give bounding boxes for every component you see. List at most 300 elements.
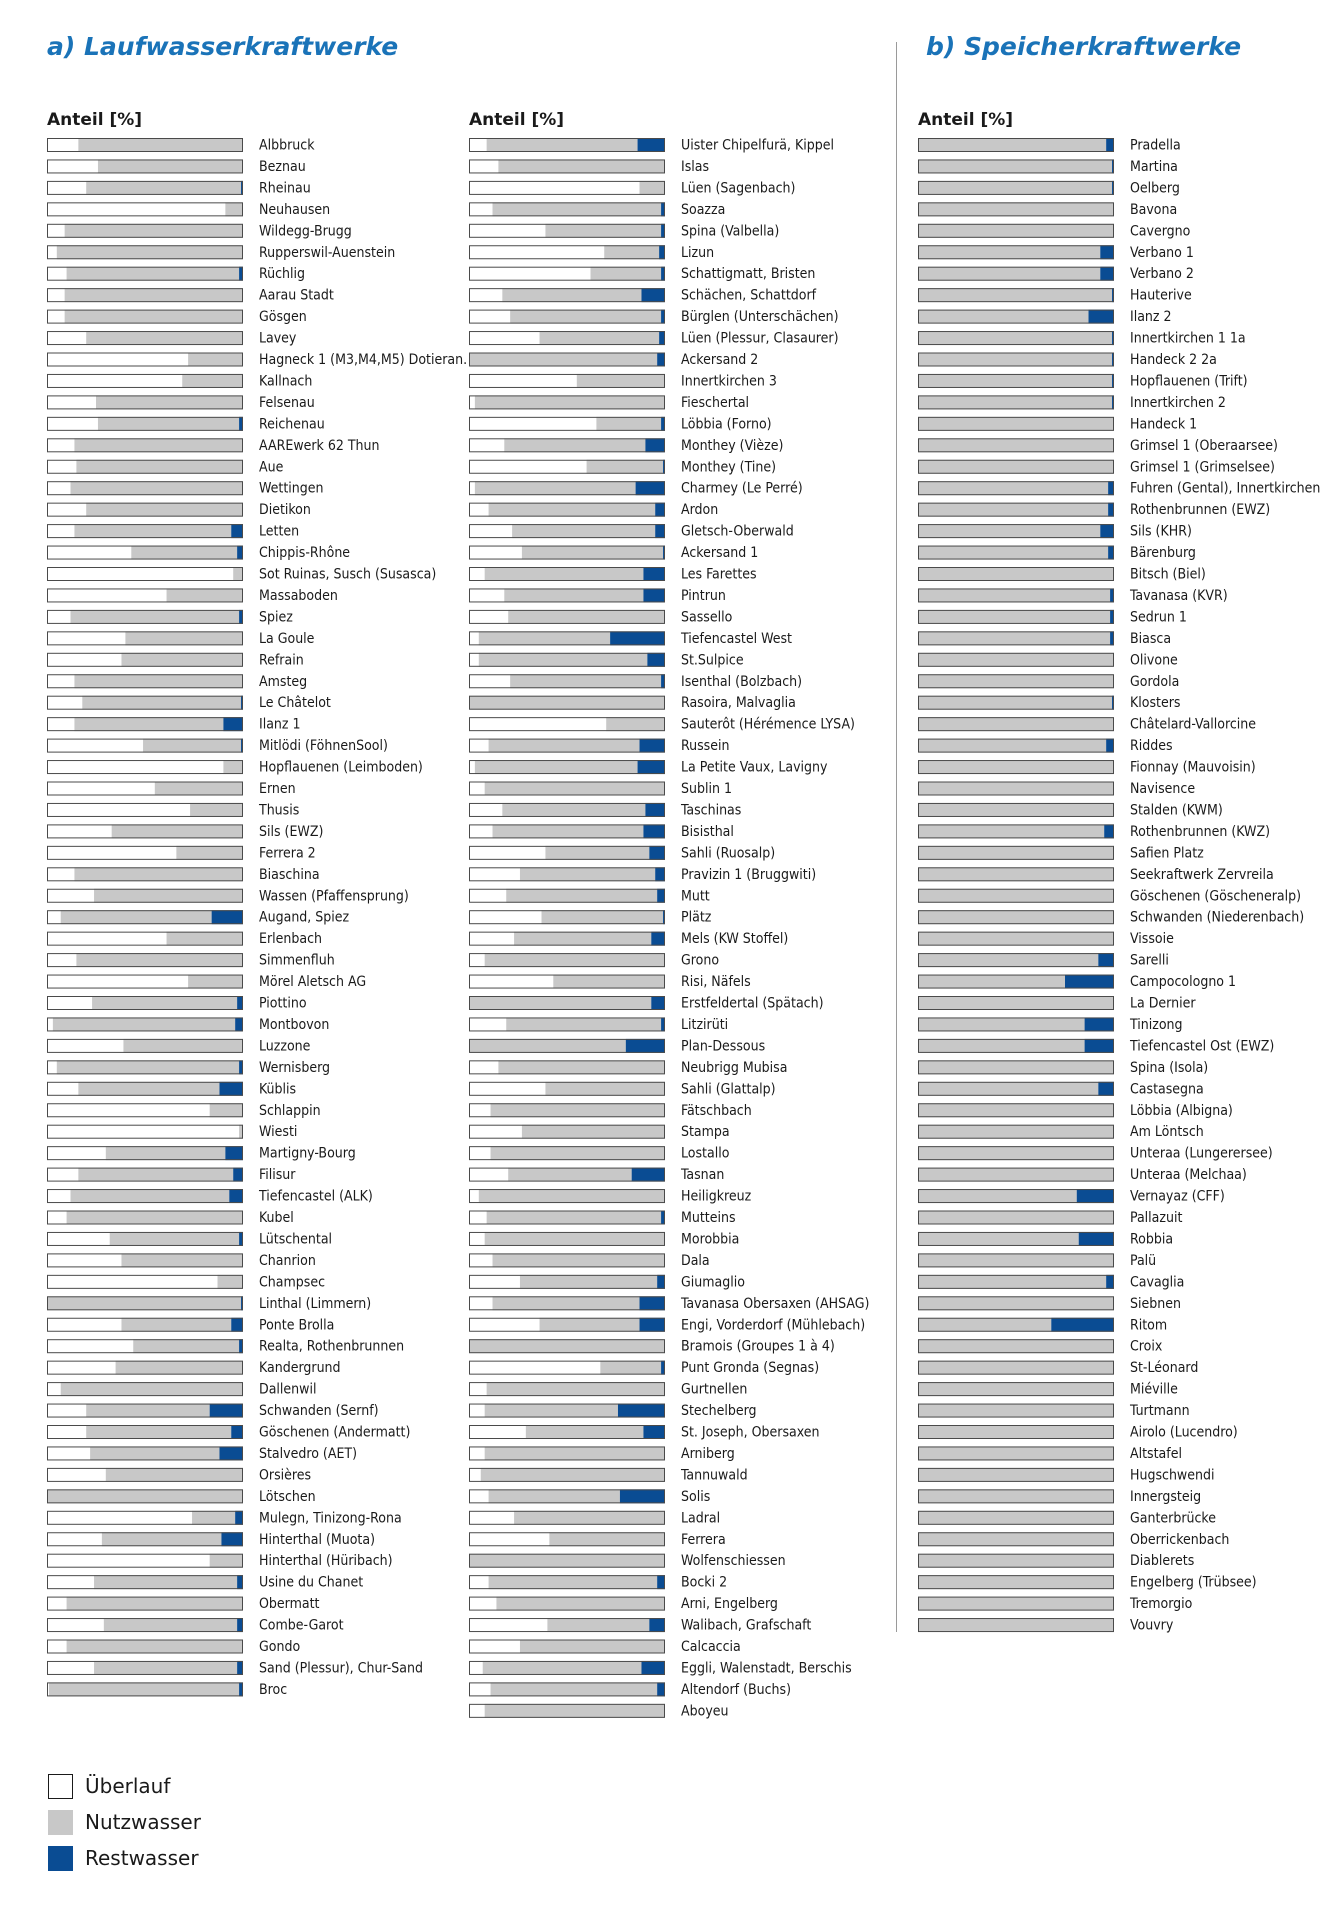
bar-label: Sahli (Ruosalp) xyxy=(681,845,776,862)
bar-segment-ueberlauf xyxy=(469,1489,489,1503)
bar-row-russein xyxy=(469,738,729,754)
bar-row-tiefencastel-ost-ewz xyxy=(918,1038,1274,1054)
bar-label: Spina (Isola) xyxy=(1130,1059,1209,1076)
bar-label: La Goule xyxy=(259,630,315,647)
bar-segment-nutzwasser xyxy=(210,1554,243,1568)
bar-segment-nutzwasser xyxy=(510,674,661,688)
bar-segment-restwasser xyxy=(1100,245,1114,259)
bar-segment-nutzwasser xyxy=(57,1060,239,1074)
bar-segment-restwasser xyxy=(618,1404,665,1418)
bar-row-spiez xyxy=(47,609,293,625)
bar-segment-ueberlauf xyxy=(469,181,640,195)
bar-row-dietikon xyxy=(47,502,311,518)
bar-segment-nutzwasser xyxy=(918,1318,1051,1332)
bar-label: Thusis xyxy=(259,802,300,819)
bar-segment-nutzwasser xyxy=(485,782,665,796)
bar-segment-nutzwasser xyxy=(167,932,243,946)
bar-row-amsteg xyxy=(47,674,307,690)
bar-row-barenburg xyxy=(918,545,1196,561)
bar-label: Linthal (Limmern) xyxy=(259,1295,372,1312)
bar-segment-nutzwasser xyxy=(65,224,243,238)
bar-segment-restwasser xyxy=(640,1296,665,1310)
bar-label: Oberrickenbach xyxy=(1130,1531,1230,1548)
bar-segment-nutzwasser xyxy=(587,460,663,474)
bar-row-realta-rothenbrunnen xyxy=(47,1339,404,1355)
bar-row-pradella xyxy=(918,138,1181,154)
bar-label: Ackersand 2 xyxy=(681,352,759,368)
bar-label: Sahli (Glattalp) xyxy=(681,1081,776,1098)
bar-segment-nutzwasser xyxy=(493,824,644,838)
bar-label: Verbano 1 xyxy=(1130,244,1194,261)
bar-row-le-chatelot xyxy=(47,695,331,711)
bar-segment-ueberlauf xyxy=(469,224,545,238)
bar-label: Aboyeu xyxy=(681,1703,729,1720)
bar-segment-nutzwasser xyxy=(475,760,638,774)
bar-label: Innertkirchen 3 xyxy=(681,373,777,390)
bar-label: Lizun xyxy=(681,244,715,261)
bar-segment-restwasser xyxy=(610,631,665,645)
bar-segment-restwasser xyxy=(1085,1017,1114,1031)
bar-segment-nutzwasser xyxy=(918,1275,1106,1289)
bar-segment-nutzwasser xyxy=(493,1296,640,1310)
bar-row-stalvedro-aet xyxy=(47,1446,357,1462)
bar-segment-nutzwasser xyxy=(918,824,1104,838)
bar-segment-ueberlauf xyxy=(469,524,512,538)
bar-segment-restwasser xyxy=(1106,1275,1114,1289)
bar-label: Sedrun 1 xyxy=(1130,609,1187,626)
bar-row-dala xyxy=(469,1253,710,1269)
bar-row-lutschental xyxy=(47,1231,332,1247)
bar-segment-ueberlauf xyxy=(47,1446,90,1460)
bar-label: Hinterthal (Hüribach) xyxy=(259,1553,393,1570)
title-speicherkraftwerke: b) Speicherkraftwerke xyxy=(926,32,1242,61)
bar-segment-ueberlauf xyxy=(469,503,489,517)
bar-segment-nutzwasser xyxy=(918,975,1065,989)
bar-segment-nutzwasser xyxy=(218,1275,243,1289)
bar-segment-nutzwasser xyxy=(106,1468,243,1482)
bar-label: Erstfeldertal (Spätach) xyxy=(681,995,824,1012)
bar-segment-ueberlauf xyxy=(47,1275,218,1289)
bar-row-soazza xyxy=(469,202,725,218)
bar-segment-restwasser xyxy=(657,1682,665,1696)
bar-label: Orsières xyxy=(259,1467,312,1484)
bar-segment-nutzwasser xyxy=(53,1017,235,1031)
bar-segment-nutzwasser xyxy=(485,1446,665,1460)
bar-row-sedrun-1 xyxy=(918,609,1187,625)
bar-segment-nutzwasser xyxy=(469,353,657,367)
bar-label: Gurtnellen xyxy=(681,1381,748,1398)
bar-segment-ueberlauf xyxy=(47,524,74,538)
bar-row-obermatt xyxy=(47,1596,320,1612)
bar-segment-nutzwasser xyxy=(542,910,664,924)
bar-segment-nutzwasser xyxy=(553,975,665,989)
bar-label: Augand, Spiez xyxy=(259,909,350,926)
bar-row-wildegg-brugg xyxy=(47,223,352,239)
bar-row-tavanasa-obersaxen-ahsag xyxy=(469,1296,869,1312)
bar-label: Engelberg (Trübsee) xyxy=(1130,1574,1257,1591)
bar-label: Realta, Rothenbrunnen xyxy=(259,1338,405,1355)
bar-row-charmey-le-perre xyxy=(469,481,803,497)
bar-segment-ueberlauf xyxy=(469,1211,487,1225)
bar-label: Sils (EWZ) xyxy=(259,823,324,840)
column-header-3: Anteil [%] xyxy=(918,110,1014,130)
bar-segment-ueberlauf xyxy=(47,1211,67,1225)
bar-row-stechelberg xyxy=(469,1403,757,1419)
bar-label: Palü xyxy=(1130,1252,1157,1269)
bar-label: Riddes xyxy=(1130,738,1173,755)
bar-row-rheinau xyxy=(47,180,311,196)
bar-segment-nutzwasser xyxy=(485,953,665,967)
bar-segment-restwasser xyxy=(212,910,243,924)
bar-row-luzzone xyxy=(47,1038,311,1054)
bar-label: Schächen, Schattdorf xyxy=(681,287,817,304)
bar-row-combe-garot xyxy=(47,1618,344,1634)
bar-label: Fionnay (Mauvoisin) xyxy=(1130,759,1256,776)
bar-segment-nutzwasser xyxy=(78,138,243,152)
bar-label: Grono xyxy=(681,952,720,969)
bar-row-sublin-1 xyxy=(469,781,732,797)
bar-segment-ueberlauf xyxy=(469,610,508,624)
bar-segment-ueberlauf xyxy=(47,288,65,302)
bar-row-safien-platz xyxy=(918,845,1204,861)
bar-label: Altendorf (Buchs) xyxy=(681,1681,792,1698)
bar-segment-nutzwasser xyxy=(121,653,243,667)
bar-label: Luzzone xyxy=(259,1038,311,1055)
bar-label: Engi, Vorderdorf (Mühlebach) xyxy=(681,1317,866,1334)
bar-segment-ueberlauf xyxy=(47,674,74,688)
bar-label: Ilanz 2 xyxy=(1130,309,1172,326)
bar-segment-nutzwasser xyxy=(491,1146,665,1160)
bar-segment-ueberlauf xyxy=(469,674,510,688)
bar-row-wassen-pfaffensprung xyxy=(47,888,409,904)
bar-label: Hauterive xyxy=(1130,287,1192,304)
bar-label: Fieschertal xyxy=(681,394,750,411)
bar-segment-nutzwasser xyxy=(94,1575,237,1589)
bar-segment-ueberlauf xyxy=(469,310,510,324)
bar-row-aboyeu xyxy=(469,1703,729,1719)
bar-segment-ueberlauf xyxy=(47,1425,86,1439)
bar-row-erstfeldertal-spatach xyxy=(469,996,824,1012)
bar-segment-ueberlauf xyxy=(469,1189,479,1203)
bar-segment-nutzwasser xyxy=(918,1125,1114,1139)
bar-row-kandergrund xyxy=(47,1360,341,1376)
bar-segment-ueberlauf xyxy=(469,1446,485,1460)
bar-segment-restwasser xyxy=(636,481,665,495)
bar-row-heiligkreuz xyxy=(469,1189,752,1205)
bar-label: Gordola xyxy=(1130,673,1180,690)
bar-label: Schlappin xyxy=(259,1102,321,1119)
bar-segment-nutzwasser xyxy=(78,1168,233,1182)
bar-segment-ueberlauf xyxy=(469,374,577,388)
bar-segment-nutzwasser xyxy=(918,460,1114,474)
bar-segment-nutzwasser xyxy=(510,310,661,324)
bar-row-ackersand-2 xyxy=(469,352,758,368)
bar-row-sauterot-heremence-lysa xyxy=(469,717,855,733)
bar-row-linthal-limmern xyxy=(47,1296,371,1312)
bar-row-robbia xyxy=(918,1231,1173,1247)
bar-segment-ueberlauf xyxy=(47,717,74,731)
bar-label: Neuhausen xyxy=(259,201,331,218)
bar-segment-nutzwasser xyxy=(96,395,243,409)
bar-label: Kandergrund xyxy=(259,1360,341,1377)
bar-label: Tannuwald xyxy=(681,1467,748,1484)
bar-segment-nutzwasser xyxy=(918,181,1112,195)
bar-label: Innertkirchen 2 xyxy=(1130,394,1226,411)
bar-row-uister-chipelfura-kippel xyxy=(469,138,834,154)
bar-segment-ueberlauf xyxy=(469,824,493,838)
bar-segment-nutzwasser xyxy=(65,310,243,324)
legend xyxy=(48,1768,201,1876)
bar-segment-ueberlauf xyxy=(47,1039,123,1053)
bar-segment-ueberlauf xyxy=(47,1468,106,1482)
bar-segment-nutzwasser xyxy=(481,1468,665,1482)
bar-row-sassello xyxy=(469,609,733,625)
bar-label: Ferrera xyxy=(681,1531,726,1548)
bar-row-navisence xyxy=(918,781,1195,797)
bar-label: Aarau Stadt xyxy=(259,287,334,304)
bar-segment-ueberlauf xyxy=(47,1339,133,1353)
bar-segment-nutzwasser xyxy=(606,717,665,731)
bar-row-unteraa-lungerersee xyxy=(918,1146,1273,1162)
bar-segment-nutzwasser xyxy=(918,1253,1114,1267)
bar-row-altstafel xyxy=(918,1446,1182,1462)
bar-segment-nutzwasser xyxy=(918,138,1106,152)
bar-row-punt-gronda-segnas xyxy=(469,1360,819,1376)
bar-segment-nutzwasser xyxy=(487,138,638,152)
bar-row-kubel xyxy=(47,1210,294,1226)
bar-row-giumaglio xyxy=(469,1274,745,1290)
bar-label: Reichenau xyxy=(259,416,325,433)
bar-segment-nutzwasser xyxy=(155,782,243,796)
bar-segment-nutzwasser xyxy=(167,588,243,602)
bar-label: Martina xyxy=(1130,158,1178,175)
bar-label: Innergsteig xyxy=(1130,1488,1202,1505)
bar-row-fionnay-mauvoisin xyxy=(918,760,1256,776)
bar-segment-nutzwasser xyxy=(918,696,1112,710)
bar-segment-nutzwasser xyxy=(918,353,1112,367)
bar-segment-nutzwasser xyxy=(82,696,241,710)
bar-row-luen-plessur-clasaurer xyxy=(469,331,839,347)
bar-segment-ueberlauf xyxy=(47,846,176,860)
bar-segment-nutzwasser xyxy=(918,1168,1114,1182)
bar-row-erlenbach xyxy=(47,931,322,947)
bar-row-grono xyxy=(469,953,719,969)
bar-segment-ueberlauf xyxy=(469,631,479,645)
bar-segment-nutzwasser xyxy=(918,310,1089,324)
bar-segment-restwasser xyxy=(645,803,665,817)
bar-segment-nutzwasser xyxy=(918,674,1114,688)
bar-row-schwanden-sernf xyxy=(47,1403,379,1419)
bar-segment-nutzwasser xyxy=(49,1682,239,1696)
bar-row-islas xyxy=(469,159,709,175)
bar-segment-nutzwasser xyxy=(485,1404,618,1418)
bar-row-vouvry xyxy=(918,1618,1174,1634)
bar-segment-restwasser xyxy=(219,1446,243,1460)
bar-label: Bramois (Groupes 1 à 4) xyxy=(681,1338,835,1355)
bar-row-morel-aletsch-ag xyxy=(47,974,366,990)
bar-segment-ueberlauf xyxy=(469,546,522,560)
bar-segment-nutzwasser xyxy=(483,1661,642,1675)
bar-label: Giumaglio xyxy=(681,1274,745,1291)
bar-row-am-lontsch xyxy=(918,1124,1204,1140)
bar-segment-restwasser xyxy=(210,1404,243,1418)
bar-row-sahli-glattalp xyxy=(469,1081,776,1097)
bar-segment-restwasser xyxy=(626,1039,665,1053)
bar-row-sils-khr xyxy=(918,524,1192,540)
bar-segment-ueberlauf xyxy=(47,1661,94,1675)
bar-segment-nutzwasser xyxy=(116,1361,243,1375)
bar-label: AAREwerk 62 Thun xyxy=(259,437,380,454)
bar-segment-nutzwasser xyxy=(520,867,655,881)
bar-segment-nutzwasser xyxy=(522,546,663,560)
bar-row-augand-spiez xyxy=(47,910,350,926)
bar-segment-ueberlauf xyxy=(469,953,485,967)
bar-segment-restwasser xyxy=(1098,953,1114,967)
bar-segment-nutzwasser xyxy=(918,224,1114,238)
bar-segment-ueberlauf xyxy=(469,460,587,474)
bar-segment-nutzwasser xyxy=(485,1704,665,1718)
bar-label: Pallazuit xyxy=(1130,1210,1183,1226)
bar-row-cavaglia xyxy=(918,1274,1184,1290)
bar-row-pravizin-1-bruggwiti xyxy=(469,867,816,883)
bar-segment-nutzwasser xyxy=(74,674,243,688)
bar-segment-nutzwasser xyxy=(918,996,1114,1010)
bar-segment-ueberlauf xyxy=(469,1704,485,1718)
bar-label: Göschenen (Göscheneralp) xyxy=(1130,888,1302,905)
bar-segment-nutzwasser xyxy=(479,631,610,645)
bar-segment-nutzwasser xyxy=(489,1575,658,1589)
bar-label: St. Joseph, Obersaxen xyxy=(681,1424,820,1441)
bar-row-bramois-groupes-1-a-4 xyxy=(469,1339,835,1355)
bar-segment-restwasser xyxy=(657,353,665,367)
bar-row-aarewerk-62-thun xyxy=(47,438,380,454)
bar-label: Innertkirchen 1 1a xyxy=(1130,330,1246,347)
bar-label: Amsteg xyxy=(259,673,308,690)
bar-segment-nutzwasser xyxy=(133,1339,239,1353)
bar-segment-ueberlauf xyxy=(47,1253,121,1267)
bar-label: Schattigmatt, Bristen xyxy=(681,266,816,283)
bar-segment-ueberlauf xyxy=(469,1468,481,1482)
bar-label: Mutteins xyxy=(681,1210,736,1226)
bar-label: Combe-Garot xyxy=(259,1617,344,1634)
bar-segment-nutzwasser xyxy=(918,1082,1098,1096)
bar-label: Cavaglia xyxy=(1130,1274,1185,1291)
bar-segment-restwasser xyxy=(632,1168,665,1182)
bar-segment-nutzwasser xyxy=(918,567,1114,581)
bar-row-verbano-2 xyxy=(918,266,1194,282)
bar-segment-nutzwasser xyxy=(540,1318,640,1332)
bar-segment-nutzwasser xyxy=(918,1425,1114,1439)
bar-row-ladral xyxy=(469,1510,720,1526)
bar-label: Ackersand 1 xyxy=(681,545,759,562)
bar-label: St.Sulpice xyxy=(681,652,744,669)
bar-row-vissoie xyxy=(918,931,1174,947)
legend-item-ueberlauf xyxy=(48,1768,201,1804)
bar-row-verbano-1 xyxy=(918,245,1194,261)
bar-label: Sublin 1 xyxy=(681,781,732,797)
bar-segment-ueberlauf xyxy=(469,739,489,753)
bar-row-mutt xyxy=(469,888,710,904)
bar-row-mulegn-tinizong-rona xyxy=(47,1510,402,1526)
bar-row-hinterthal-huribach xyxy=(47,1553,393,1569)
bar-label: Kallnach xyxy=(259,373,313,390)
bar-row-palu xyxy=(918,1253,1156,1269)
bar-segment-nutzwasser xyxy=(522,1125,665,1139)
bar-segment-nutzwasser xyxy=(918,245,1100,259)
bar-label: Grimsel 1 (Grimselsee) xyxy=(1130,459,1275,476)
bar-label: Am Löntsch xyxy=(1130,1124,1204,1141)
bar-row-burglen-unterschachen xyxy=(469,309,839,325)
bar-row-ruchlig xyxy=(47,266,305,282)
bar-label: Chippis-Rhône xyxy=(259,545,351,562)
bar-label: Solis xyxy=(681,1488,711,1505)
bar-label: Sand (Plessur), Chur-Sand xyxy=(259,1660,423,1677)
title-laufwasserkraftwerke: a) Laufwasserkraftwerke xyxy=(47,32,399,61)
bar-label: Rheinau xyxy=(259,180,311,197)
legend-label-ueberlauf: Überlauf xyxy=(85,1774,171,1798)
bar-label: Oelberg xyxy=(1130,180,1180,197)
bar-segment-nutzwasser xyxy=(86,331,243,345)
bar-segment-ueberlauf xyxy=(469,438,504,452)
bar-label: Bocki 2 xyxy=(681,1574,728,1591)
bar-row-la-goule xyxy=(47,631,315,647)
bar-label: Mitlödi (FöhnenSool) xyxy=(259,738,388,755)
bar-segment-ueberlauf xyxy=(47,331,86,345)
bar-row-sand-plessur-chur-sand xyxy=(47,1660,423,1676)
bar-segment-nutzwasser xyxy=(918,803,1114,817)
bar-segment-nutzwasser xyxy=(918,1597,1114,1611)
bar-row-felsenau xyxy=(47,395,315,411)
bar-segment-ueberlauf xyxy=(47,996,92,1010)
bar-segment-nutzwasser xyxy=(74,867,243,881)
bar-segment-ueberlauf xyxy=(47,1532,102,1546)
bar-row-ardon xyxy=(469,502,718,518)
bar-segment-ueberlauf xyxy=(469,1511,514,1525)
bar-segment-nutzwasser xyxy=(545,224,661,238)
bar-label: Lavey xyxy=(259,330,297,347)
bar-row-refrain xyxy=(47,652,304,668)
bar-row-schattigmatt-bristen xyxy=(469,266,815,282)
legend-swatch-nutzwasser xyxy=(48,1810,73,1835)
bar-segment-nutzwasser xyxy=(74,438,243,452)
bar-segment-restwasser xyxy=(235,1017,243,1031)
bar-segment-nutzwasser xyxy=(918,1575,1114,1589)
bar-row-oelberg xyxy=(918,180,1180,196)
bar-row-fatschbach xyxy=(469,1103,752,1119)
bar-label: Hopflauenen (Leimboden) xyxy=(259,759,423,776)
bar-row-eggli-walenstadt-berschis xyxy=(469,1660,852,1676)
bar-segment-restwasser xyxy=(655,867,665,881)
bar-label: Mutt xyxy=(681,888,710,905)
bar-row-aue xyxy=(47,459,284,475)
bar-segment-ueberlauf xyxy=(47,546,131,560)
bar-row-tiefencastel-west xyxy=(469,631,792,647)
bar-row-monthey-tine xyxy=(469,459,776,475)
bar-row-calcaccia xyxy=(469,1639,741,1655)
bar-segment-nutzwasser xyxy=(918,1382,1114,1396)
bar-row-dallenwil xyxy=(47,1382,316,1398)
bar-label: Wiesti xyxy=(259,1124,298,1141)
bar-segment-restwasser xyxy=(223,717,243,731)
bar-segment-nutzwasser xyxy=(121,1253,243,1267)
bar-segment-nutzwasser xyxy=(918,1361,1114,1375)
bar-segment-nutzwasser xyxy=(604,245,659,259)
bar-label: Châtelard-Vallorcine xyxy=(1130,716,1257,733)
bar-segment-nutzwasser xyxy=(94,1661,237,1675)
bar-label: Heiligkreuz xyxy=(681,1188,752,1205)
bar-row-airolo-lucendro xyxy=(918,1425,1238,1441)
bar-segment-ueberlauf xyxy=(47,867,74,881)
